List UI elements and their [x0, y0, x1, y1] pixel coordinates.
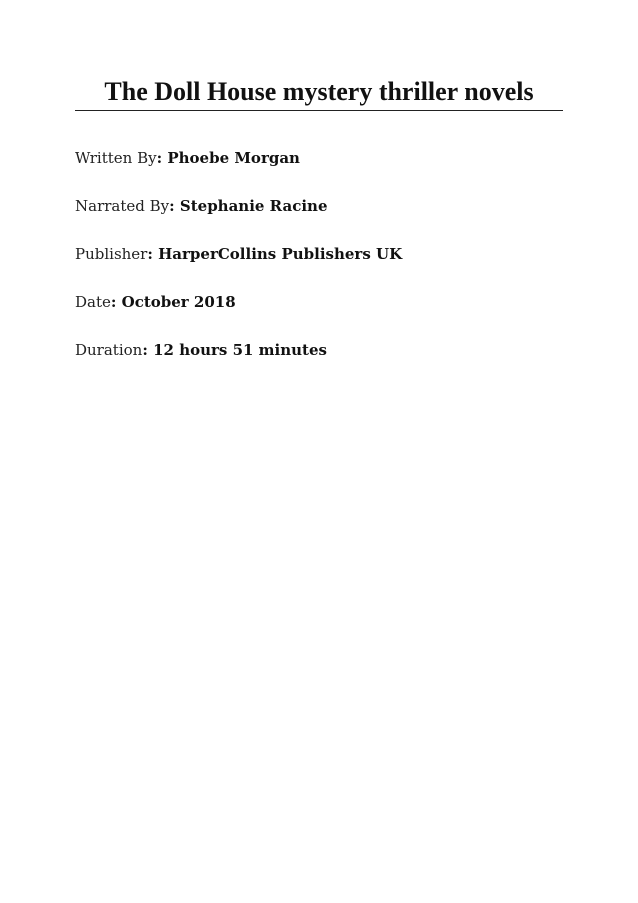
- narrated-by-separator: :: [169, 197, 180, 215]
- publisher-separator: :: [147, 245, 159, 263]
- publisher-value: HarperCollins Publishers UK: [158, 245, 403, 263]
- narrated-by-value: Stephanie Racine: [179, 197, 328, 215]
- publisher-label: Publisher: [75, 245, 148, 263]
- document-title: The Doll House mystery thriller novels: [104, 77, 534, 106]
- duration-field: [75, 340, 327, 360]
- narrated-by-field: [75, 196, 328, 216]
- date-separator: :: [110, 293, 122, 311]
- publisher-field: [75, 244, 402, 264]
- written-by-label: Written By: [75, 149, 157, 167]
- date-label: Date: [75, 293, 111, 311]
- narrated-by-label: Narrated By: [75, 197, 170, 215]
- written-by-field: [75, 148, 300, 168]
- duration-label: Duration: [75, 341, 143, 359]
- title-block: [75, 77, 563, 111]
- date-value: October 2018: [121, 293, 236, 311]
- written-by-separator: :: [156, 149, 168, 167]
- date-field: [75, 292, 236, 312]
- duration-value: 12 hours 51 minutes: [153, 341, 327, 359]
- duration-separator: :: [142, 341, 154, 359]
- written-by-value: Phoebe Morgan: [167, 149, 300, 167]
